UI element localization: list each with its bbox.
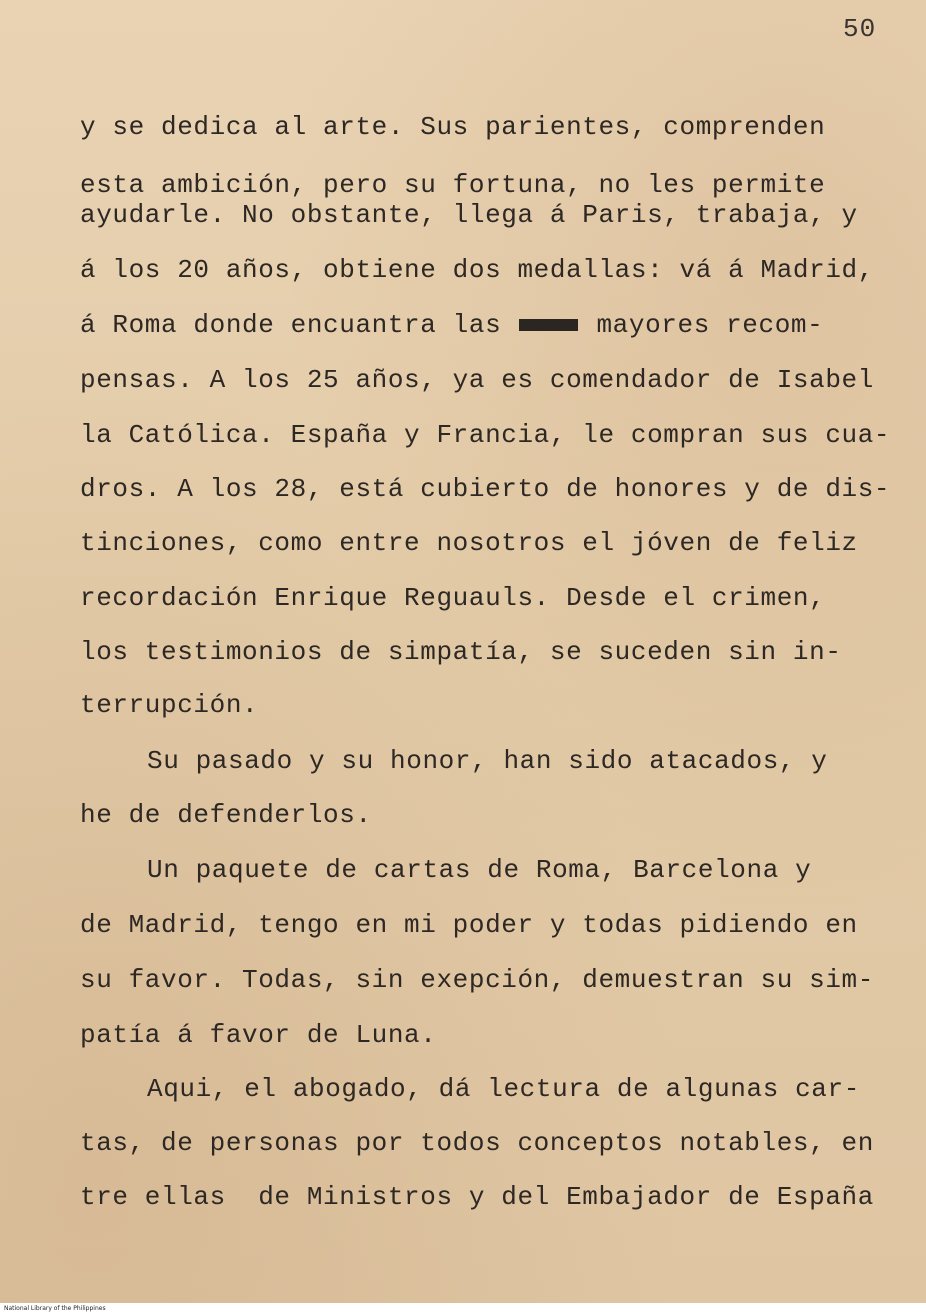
text-line: tinciones, como entre nosotros el jóven de feliz xyxy=(80,528,858,558)
struck-out-word: mayores xyxy=(519,317,579,334)
text-line: terrupción. xyxy=(80,690,259,720)
text-line: y se dedica al arte. Sus parientes, comprenden xyxy=(80,112,826,142)
text-line: de Madrid, tengo en mi poder y todas pidiendo en xyxy=(80,910,858,940)
archive-credit: National Library of the Philippines xyxy=(4,1305,106,1312)
text-line: la Católica. España y Francia, le compran sus cua- xyxy=(80,420,891,450)
text-fragment: mayores recom- xyxy=(580,310,824,340)
text-line: Un paquete de cartas de Roma, Barcelona y xyxy=(147,855,812,885)
text-line: tas, de personas por todos conceptos notables, en xyxy=(80,1128,874,1158)
text-fragment: á Roma donde encuantra las xyxy=(80,310,518,340)
page-number: 50 xyxy=(843,14,877,44)
text-line: á los 20 años, obtiene dos medallas: vá á Madrid, xyxy=(80,255,874,285)
text-line: esta ambición, pero su fortuna, no les permite xyxy=(80,170,826,200)
text-line: recordación Enrique Reguauls. Desde el crimen, xyxy=(80,583,826,613)
text-line: ayudarle. No obstante, llega á Paris, trabaja, y xyxy=(80,200,858,230)
text-line: pensas. A los 25 años, ya es comendador de Isabel xyxy=(80,365,874,395)
text-line: los testimonios de simpatía, se suceden sin in- xyxy=(80,637,842,667)
bottom-margin-strip xyxy=(0,1303,926,1313)
text-line: Aqui, el abogado, dá lectura de algunas car- xyxy=(147,1074,860,1104)
text-line: patía á favor de Luna. xyxy=(80,1020,437,1050)
text-line: tre ellas de Ministros y del Embajador de España xyxy=(80,1182,874,1212)
text-line: dros. A los 28, está cubierto de honores y de dis- xyxy=(80,474,891,504)
text-line: he de defenderlos. xyxy=(80,800,372,830)
text-line: su favor. Todas, sin exepción, demuestran su sim- xyxy=(80,965,874,995)
text-line: Su pasado y su honor, han sido atacados, y xyxy=(147,746,828,776)
text-line xyxy=(80,310,823,340)
